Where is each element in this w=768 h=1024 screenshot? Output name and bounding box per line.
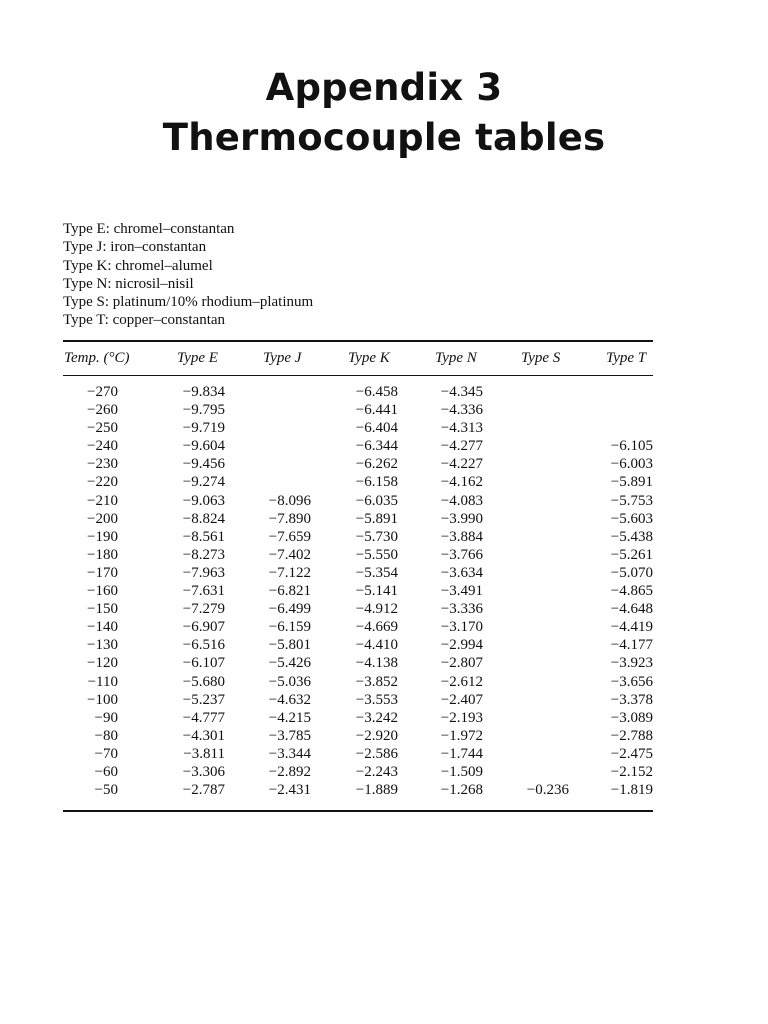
cell-type-j: −7.890 — [268, 510, 311, 527]
cell-type-t: −3.089 — [610, 709, 653, 726]
cell-type-n: −4.227 — [440, 456, 483, 473]
header-type-j: Type J — [263, 350, 302, 366]
cell-type-n: −1.509 — [440, 763, 483, 780]
cell-temp: −250 — [87, 420, 118, 437]
cell-type-n: −4.277 — [440, 438, 483, 455]
cell-temp: −210 — [87, 492, 118, 509]
cell-type-n: −2.193 — [440, 709, 483, 726]
cell-type-j: −2.892 — [268, 763, 311, 780]
cell-type-t: −5.070 — [610, 564, 653, 581]
cell-type-k: −6.458 — [355, 384, 398, 400]
table-top-rule — [63, 340, 653, 342]
page-title: Thermocouple tables — [162, 116, 606, 159]
cell-type-e: −4.777 — [182, 709, 225, 726]
cell-type-t: −4.177 — [610, 637, 653, 654]
cell-temp: −170 — [87, 564, 118, 581]
cell-type-n: −3.884 — [440, 528, 483, 545]
header-type-n: Type N — [435, 350, 477, 366]
cell-temp: −130 — [87, 637, 118, 654]
cell-type-k: −3.242 — [355, 709, 398, 726]
cell-type-t: −2.788 — [610, 727, 653, 744]
header-type-t: Type T — [606, 350, 647, 366]
cell-type-e: −9.063 — [182, 492, 225, 509]
cell-temp: −90 — [94, 709, 118, 726]
thermocouple-type-list — [63, 220, 313, 330]
cell-type-j: −4.632 — [268, 691, 311, 708]
cell-type-e: −3.811 — [183, 745, 225, 762]
cell-type-e: −9.834 — [182, 384, 225, 400]
cell-type-j: −3.785 — [268, 727, 311, 744]
table-row — [0, 384, 768, 402]
cell-type-k: −1.889 — [355, 782, 398, 799]
cell-type-j: −5.801 — [268, 637, 311, 654]
cell-type-k: −5.141 — [355, 583, 398, 600]
cell-type-n: −4.313 — [440, 420, 483, 437]
cell-type-j: −5.036 — [268, 673, 311, 690]
cell-type-n: −2.994 — [440, 637, 483, 654]
table-row — [0, 511, 768, 529]
cell-temp: −110 — [87, 673, 118, 690]
cell-type-t: −5.891 — [610, 474, 653, 491]
header-temp: Temp. (°C) — [64, 350, 130, 366]
cell-type-j: −7.122 — [268, 564, 311, 581]
type-s-description: Type S: platinum/10% rhodium–platinum — [63, 294, 314, 311]
cell-type-n: −4.083 — [440, 492, 483, 509]
cell-type-k: −5.730 — [355, 528, 398, 545]
cell-type-k: −6.344 — [355, 438, 398, 455]
table-row — [0, 493, 768, 511]
table-row — [0, 456, 768, 474]
cell-type-k: −4.669 — [355, 619, 398, 636]
cell-type-n: −4.336 — [440, 402, 483, 419]
cell-type-k: −4.912 — [355, 601, 398, 618]
table-row — [0, 746, 768, 764]
cell-type-n: −1.972 — [440, 727, 483, 744]
cell-type-j: −4.215 — [268, 709, 311, 726]
table-row — [0, 420, 768, 438]
cell-type-j: −7.402 — [268, 546, 311, 563]
header-type-s: Type S — [521, 350, 561, 366]
cell-type-t: −5.438 — [610, 528, 653, 545]
type-t-description: Type T: copper–constantan — [63, 312, 226, 329]
cell-temp: −230 — [87, 456, 118, 473]
cell-type-k: −2.586 — [355, 745, 398, 762]
cell-type-t: −3.378 — [610, 691, 653, 708]
cell-type-k: −6.404 — [355, 420, 398, 437]
cell-type-n: −3.336 — [440, 601, 483, 618]
cell-type-n: −2.407 — [440, 691, 483, 708]
header-type-e: Type E — [177, 350, 218, 366]
cell-type-j: −6.821 — [268, 583, 311, 600]
cell-type-n: −2.612 — [440, 673, 483, 690]
cell-type-e: −6.107 — [182, 655, 225, 672]
cell-temp: −220 — [87, 474, 118, 491]
cell-type-j: −3.344 — [268, 745, 311, 762]
cell-type-t: −2.475 — [610, 745, 653, 762]
cell-type-t: −5.261 — [610, 546, 653, 563]
table-row — [0, 782, 768, 800]
cell-type-n: −2.807 — [440, 655, 483, 672]
cell-type-e: −5.237 — [182, 691, 225, 708]
cell-type-n: −4.345 — [440, 384, 483, 400]
cell-type-t: −4.419 — [610, 619, 653, 636]
cell-temp: −200 — [87, 510, 118, 527]
cell-type-k: −3.553 — [355, 691, 398, 708]
cell-type-e: −7.963 — [182, 564, 225, 581]
cell-type-k: −6.035 — [355, 492, 398, 509]
cell-temp: −120 — [87, 655, 118, 672]
cell-type-e: −2.787 — [182, 782, 225, 799]
cell-type-e: −9.274 — [182, 474, 225, 491]
cell-type-n: −4.162 — [440, 474, 483, 491]
cell-type-e: −7.631 — [182, 583, 225, 600]
table-body — [0, 384, 768, 800]
table-bottom-rule — [63, 810, 653, 812]
cell-type-k: −6.262 — [355, 456, 398, 473]
cell-type-k: −2.920 — [355, 727, 398, 744]
table-row — [0, 601, 768, 619]
table-row — [0, 710, 768, 728]
cell-type-e: −6.516 — [182, 637, 225, 654]
cell-type-n: −1.268 — [440, 782, 483, 799]
table-row — [0, 637, 768, 655]
cell-temp: −50 — [94, 782, 118, 799]
table-row — [0, 692, 768, 710]
cell-type-n: −3.170 — [440, 619, 483, 636]
cell-type-k: −2.243 — [355, 763, 398, 780]
cell-temp: −190 — [87, 528, 118, 545]
cell-type-k: −6.158 — [355, 474, 398, 491]
cell-type-s: −0.236 — [526, 782, 569, 799]
cell-type-e: −8.273 — [182, 546, 225, 563]
cell-temp: −80 — [94, 727, 118, 744]
cell-type-j: −6.499 — [268, 601, 311, 618]
cell-temp: −70 — [94, 745, 118, 762]
cell-type-e: −9.795 — [182, 402, 225, 419]
cell-type-j: −8.096 — [268, 492, 311, 509]
cell-temp: −100 — [87, 691, 118, 708]
cell-type-t: −6.105 — [610, 438, 653, 455]
cell-type-t: −4.865 — [610, 583, 653, 600]
cell-type-t: −3.656 — [610, 673, 653, 690]
cell-type-j: −2.431 — [268, 782, 311, 799]
appendix-heading: Appendix 3 — [265, 66, 503, 109]
cell-type-k: −5.354 — [355, 564, 398, 581]
table-row — [0, 438, 768, 456]
cell-type-e: −9.604 — [182, 438, 225, 455]
cell-type-n: −3.491 — [440, 583, 483, 600]
cell-type-t: −1.819 — [610, 782, 653, 799]
cell-type-e: −8.824 — [182, 510, 225, 527]
cell-type-k: −4.138 — [355, 655, 398, 672]
cell-type-j: −7.659 — [268, 528, 311, 545]
table-row — [0, 655, 768, 673]
table-row — [0, 764, 768, 782]
cell-type-e: −9.719 — [182, 420, 225, 437]
cell-type-e: −6.907 — [182, 619, 225, 636]
cell-type-e: −8.561 — [182, 528, 225, 545]
type-k-description: Type K: chromel–alumel — [63, 257, 213, 274]
cell-temp: −260 — [87, 402, 118, 419]
table-row — [0, 674, 768, 692]
cell-type-t: −5.753 — [610, 492, 653, 509]
cell-temp: −240 — [87, 438, 118, 455]
cell-type-j: −6.159 — [268, 619, 311, 636]
cell-type-t: −3.923 — [610, 655, 653, 672]
cell-temp: −270 — [87, 384, 118, 400]
table-row — [0, 583, 768, 601]
cell-type-n: −3.990 — [440, 510, 483, 527]
cell-temp: −140 — [87, 619, 118, 636]
cell-type-e: −9.456 — [182, 456, 225, 473]
cell-type-j: −5.426 — [268, 655, 311, 672]
cell-type-t: −6.003 — [610, 456, 653, 473]
cell-type-t: −2.152 — [610, 763, 653, 780]
cell-temp: −180 — [87, 546, 118, 563]
table-row — [0, 474, 768, 492]
type-n-description: Type N: nicrosil–nisil — [63, 275, 194, 292]
table-row — [0, 565, 768, 583]
cell-type-k: −5.550 — [355, 546, 398, 563]
cell-type-e: −4.301 — [182, 727, 225, 744]
cell-type-e: −3.306 — [182, 763, 225, 780]
table-row — [0, 728, 768, 746]
type-e-description: Type E: chromel–constantan — [63, 221, 235, 237]
table-row — [0, 529, 768, 547]
table-header-rule — [63, 375, 653, 376]
type-j-description: Type J: iron–constantan — [63, 239, 207, 256]
table-row — [0, 547, 768, 565]
table-header-row — [0, 350, 768, 370]
cell-type-n: −3.766 — [440, 546, 483, 563]
cell-temp: −160 — [87, 583, 118, 600]
header-type-k: Type K — [348, 350, 390, 366]
cell-type-k: −5.891 — [355, 510, 398, 527]
cell-type-k: −3.852 — [355, 673, 398, 690]
table-row — [0, 402, 768, 420]
cell-type-e: −7.279 — [182, 601, 225, 618]
cell-temp: −60 — [94, 763, 118, 780]
cell-type-t: −5.603 — [610, 510, 653, 527]
cell-type-k: −6.441 — [355, 402, 398, 419]
cell-type-n: −3.634 — [440, 564, 483, 581]
cell-type-t: −4.648 — [610, 601, 653, 618]
cell-type-k: −4.410 — [355, 637, 398, 654]
cell-type-n: −1.744 — [440, 745, 483, 762]
table-row — [0, 619, 768, 637]
cell-type-e: −5.680 — [182, 673, 225, 690]
cell-temp: −150 — [87, 601, 118, 618]
